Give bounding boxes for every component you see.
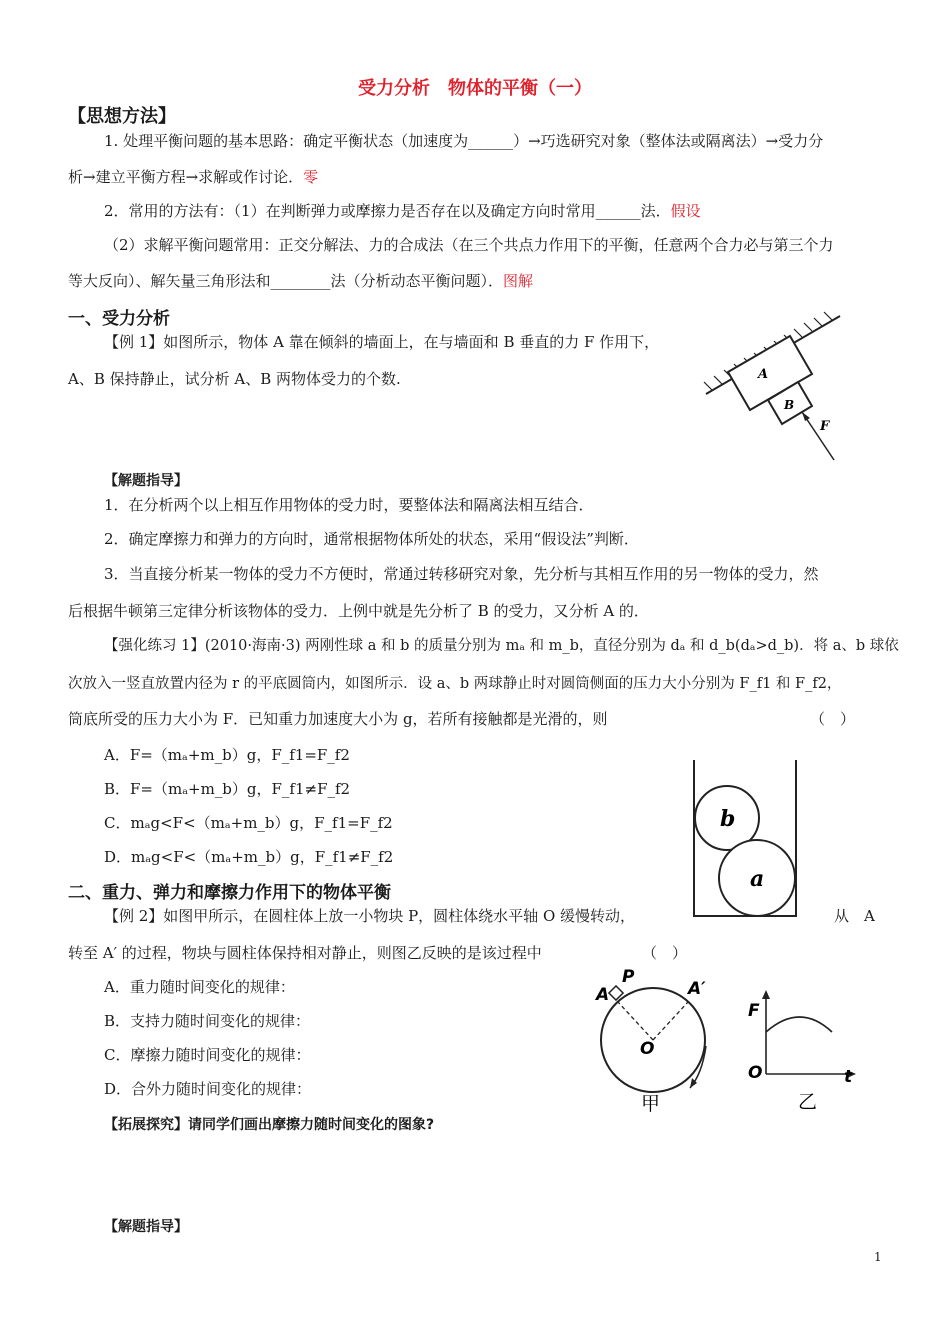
figure-yi [744,990,864,1115]
label-ball-a: a [750,866,765,892]
practice-1-line-1: 【强化练习 1】(2010·海南·3) 两刚性球 a 和 b 的质量分别为 mₐ 和 m_b，直径分别为 dₐ 和 d_b(dₐ>d_b)．将 a、b 球依 [104,638,899,654]
answer-hypothesis: 假设 [670,202,701,220]
answer-graphic: 图解 [503,272,534,290]
example-2-option-b: B．支持力随时间变化的规律： [104,1012,311,1030]
example-2-answer-bracket: （ ） [642,944,688,962]
extend-explore: 【拓展探究】请同学们画出摩擦力随时间变化的图象? [104,1117,435,1133]
label-t-axis: t [844,1067,853,1087]
label-jia: 甲 [641,1093,661,1115]
example-2-option-a: A．重力随时间变化的规律： [104,978,295,996]
answer-zero: 零 [303,168,319,186]
example-1-figure [698,312,848,462]
method-paragraph-1b: 析→建立平衡方程→求解或作讨论．零 [68,168,319,186]
label-f-axis: F [748,1001,760,1021]
label-f: F [820,419,830,434]
label-a: A [758,367,769,382]
label-a: A [596,985,610,1005]
label-yi: 乙 [798,1091,818,1113]
label-a-prime: A′ [688,979,706,999]
practice-1-option-d: D．mₐg<F<（mₐ+m_b）g，F_f1≠F_f2 [104,848,394,866]
practice-1-option-b: B．F=（mₐ+m_b）g，F_f1≠F_f2 [104,780,351,798]
example-1-line-2: A、B 保持静止，试分析 A、B 两物体受力的个数. [68,370,401,388]
guide-heading-2: 【解题指导】 [104,1219,188,1235]
example-2-line-1: 【例 2】如图甲所示，在圆柱体上放一小物块 P，圆柱体绕水平轴 O 缓慢转动， [104,907,636,925]
label-origin: O [748,1063,763,1083]
guide-1: 1．在分析两个以上相互作用物体的受力时，要整体法和隔离法相互结合． [104,496,594,514]
figure-jia [596,966,726,1116]
practice-1-line-3: 筒底所受的压力大小为 F．已知重力加速度大小为 g，若所有接触都是光滑的，则 [68,710,608,728]
label-p: P [622,967,635,987]
graph-curve [766,1017,832,1032]
example-2-from: 从 A [834,907,875,925]
guide-3b: 后根据牛顿第三定律分析该物体的受力．上例中就是先分析了 B 的受力，又分析 A 的． [68,602,649,620]
section-2-heading: 二、重力、弹力和摩擦力作用下的物体平衡 [68,883,391,903]
label-ball-b: b [720,806,736,832]
practice-1-option-c: C．mₐg<F<（mₐ+m_b）g，F_f1=F_f2 [104,814,393,832]
example-2-option-c: C．摩擦力随时间变化的规律： [104,1046,311,1064]
practice-1-answer-bracket: （ ） [810,710,856,728]
practice-1-option-a: A．F=（mₐ+m_b）g，F_f1=F_f2 [104,746,350,764]
page-number: 1 [874,1250,882,1264]
example-2-line-2: 转至 A′ 的过程，物块与圆柱体保持相对静止，则图乙反映的是该过程中 [68,944,542,962]
guide-heading-1: 【解题指导】 [104,473,188,489]
method-paragraph-2: 2．常用的方法有：（1）在判断弹力或摩擦力是否存在以及确定方向时常用______法．假设 [104,202,701,220]
label-o: O [640,1039,655,1059]
guide-2: 2．确定摩擦力和弹力的方向时，通常根据物体所处的状态，采用“假设法”判断． [104,530,639,548]
method-heading: 【思想方法】 [68,106,176,127]
page-title: 受力分析 物体的平衡（一） [358,78,592,99]
practice-1-line-2: 次放入一竖直放置内径为 r 的平底圆筒内，如图所示．设 a、b 两球静止时对圆筒侧面的压力大小分别为 F_f1 和 F_f2， [68,676,842,692]
method-paragraph-3b: 等大反向）、解矢量三角形法和________法（分析动态平衡问题）．图解 [68,272,534,290]
cylinder-figure [690,760,800,920]
method-paragraph-1a: 1. 处理平衡问题的基本思路：确定平衡状态（加速度为______）→巧选研究对象（整体法或隔离法）→受力分 [104,132,824,150]
method-paragraph-3a: （2）求解平衡问题常用：正交分解法、力的合成法（在三个共点力作用下的平衡，任意两个合力必与第三个力 [104,236,834,254]
example-1-line-1: 【例 1】如图所示，物体 A 靠在倾斜的墙面上，在与墙面和 B 垂直的力 F 作用下， [104,333,660,351]
guide-3a: 3．当直接分析某一物体的受力不方便时，常通过转移研究对象，先分析与其相互作用的另一物体的受力，然 [104,565,819,583]
section-1-heading: 一、受力分析 [68,309,170,329]
label-b: B [784,398,795,412]
example-2-option-d: D．合外力随时间变化的规律： [104,1080,312,1098]
